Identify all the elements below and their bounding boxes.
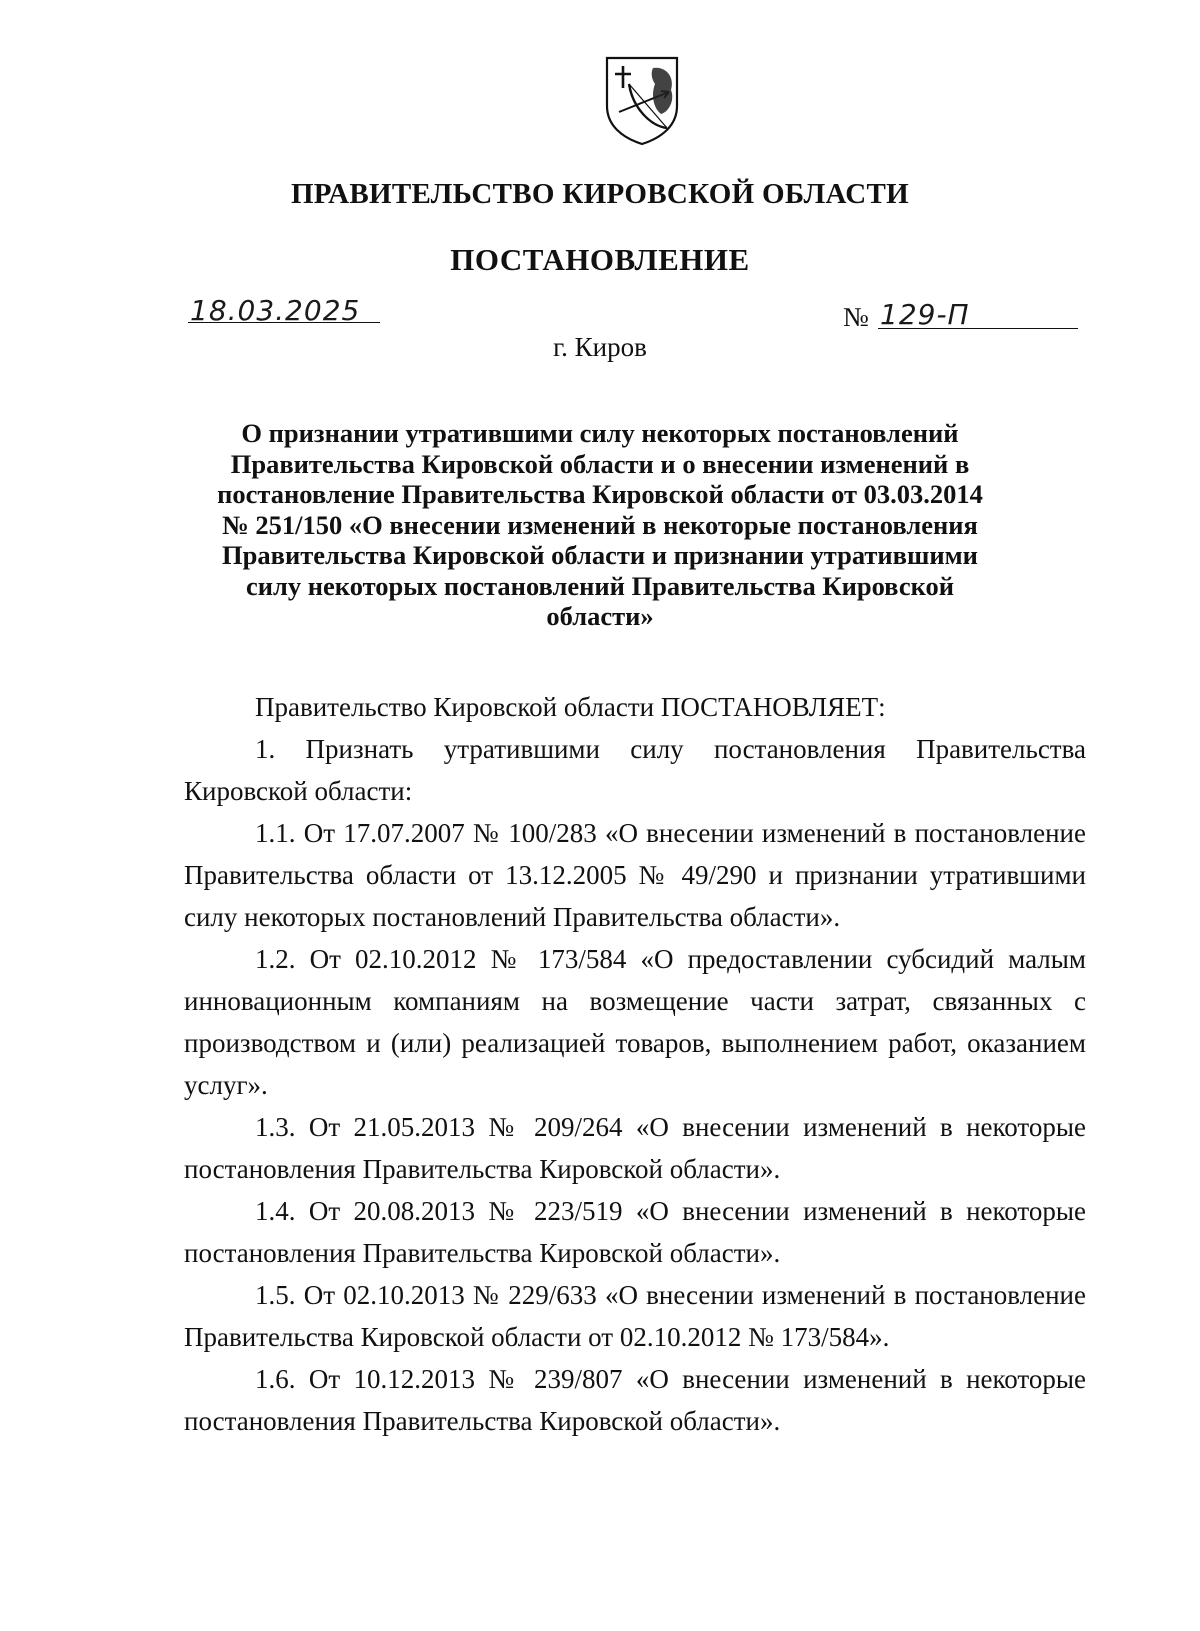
document-subject: О признании утратившими силу некоторых постановлений Правительства Кировской области и о внесении изменений в постановление Правительства Кировской области от 03.03.2014 № 251/150 «О внесении изменений в некоторые постановления Правительства Кировской области и признании утратившими силу некоторых постановлений Правительства Кировской области» [217,418,983,631]
government-title: ПРАВИТЕЛЬСТВО КИРОВСКОЙ ОБЛАСТИ [290,178,910,210]
document-type: ПОСТАНОВЛЕНИЕ [450,242,750,277]
item-1-6: 1.6. От 10.12.2013 № 239/807 «О внесении изменений в некоторые постановления Правительства Кировской области». [184,1364,1086,1436]
item-1-3: 1.3. От 21.05.2013 № 209/264 «О внесении изменений в некоторые постановления Правительства Кировской области». [184,1112,1086,1184]
number-sign: № [843,302,869,332]
item-1: 1. Признать утратившими силу постановления Правительства Кировской области: [184,734,1086,806]
item-1-1: 1.1. От 17.07.2007 № 100/283 «О внесении изменений в постановление Правительства области от 13.12.2005 № 49/290 и признании утратившими силу некоторых постановлений Правительства области». [184,818,1086,932]
item-1-5: 1.5. От 02.10.2013 № 229/633 «О внесении изменений в постановление Правительства Кировской области от 02.10.2012 № 173/584». [184,1280,1086,1352]
document-body [184,686,1086,1442]
item-1-4: 1.4. От 20.08.2013 № 223/519 «О внесении изменений в некоторые постановления Правительства Кировской области». [184,1196,1086,1268]
handwritten-date: 18.03.2025 [190,294,361,327]
handwritten-number: 129-П [880,298,970,331]
city: г. Киров [553,332,647,362]
intro-paragraph: Правительство Кировской области ПОСТАНОВЛЯЕТ: [255,692,886,722]
item-1-2: 1.2. От 02.10.2012 № 173/584 «О предоставлении субсидий малым инновационным компаниям на возмещение части затрат, связанных с производством и (или) реализацией товаров, выполнением работ, оказанием услуг». [184,944,1086,1100]
coat-of-arms-icon [603,54,681,146]
